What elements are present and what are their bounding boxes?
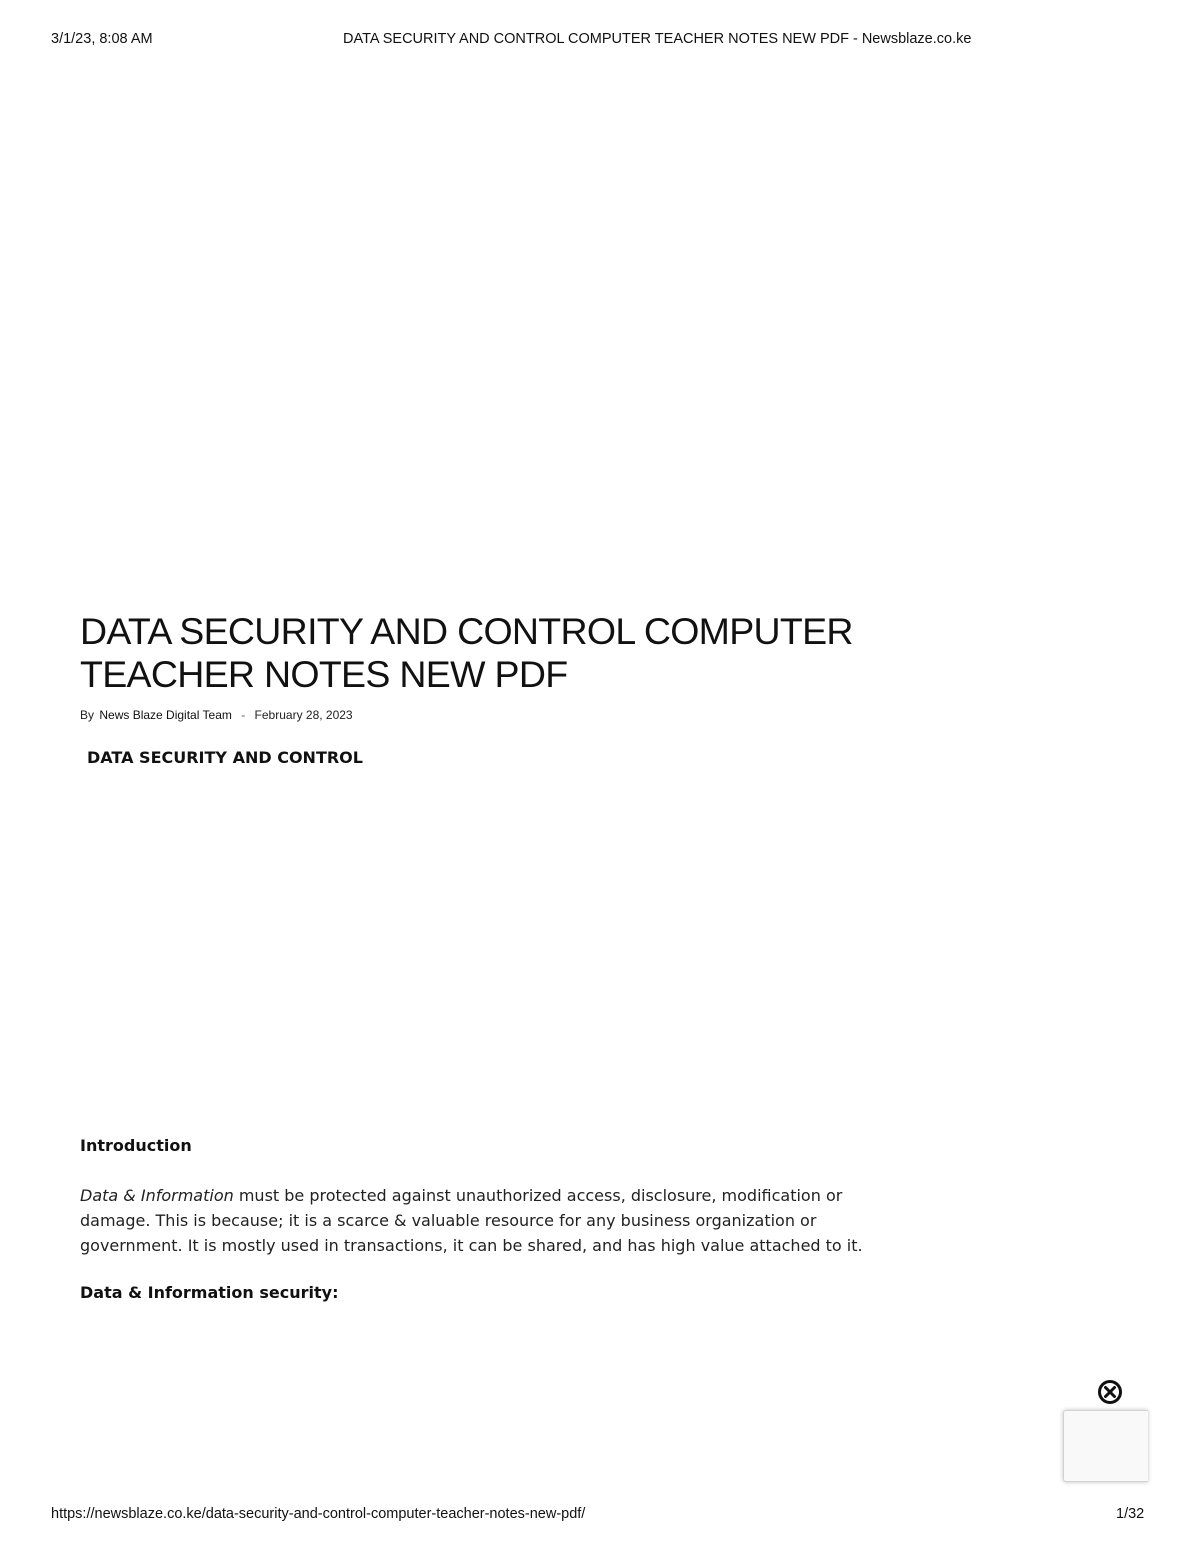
recaptcha-badge[interactable] [1063, 1410, 1148, 1482]
close-icon[interactable] [1097, 1379, 1123, 1405]
article-title [80, 610, 960, 696]
publish-date: February 28, 2023 [254, 708, 353, 722]
intro-line-1-rest: must be protected against unauthorized access, disclosure, modification or [233, 1186, 843, 1205]
print-footer-url: https://newsblaze.co.ke/data-security-and-control-computer-teacher-notes-new-pdf/ [51, 1506, 586, 1522]
intro-emphasis: Data & Information [80, 1186, 234, 1205]
security-heading: Data & Information security: [80, 1283, 339, 1302]
byline-by-label: By [80, 708, 95, 722]
article-title-line1: DATA SECURITY AND CONTROL COMPUTER [80, 610, 853, 652]
print-header-datetime: 3/1/23, 8:08 AM [51, 31, 153, 47]
author-link[interactable]: News Blaze Digital Team [99, 708, 232, 722]
intro-line-1 [80, 1183, 920, 1208]
section-heading: DATA SECURITY AND CONTROL [87, 748, 363, 767]
introduction-heading: Introduction [80, 1136, 192, 1155]
introduction-paragraph [80, 1183, 920, 1258]
print-footer-page-number: 1/32 [1116, 1506, 1145, 1522]
intro-line-2: damage. This is because; it is a scarce & valuable resource for any business organization or [80, 1211, 817, 1230]
intro-line-3: government. It is mostly used in transactions, it can be shared, and has high value attached to it. [80, 1236, 863, 1255]
byline-separator: - [241, 708, 246, 722]
print-header-title: DATA SECURITY AND CONTROL COMPUTER TEACHER NOTES NEW PDF - Newsblaze.co.ke [343, 31, 972, 47]
byline [80, 708, 353, 722]
article-title-line2: TEACHER NOTES NEW PDF [80, 653, 568, 695]
